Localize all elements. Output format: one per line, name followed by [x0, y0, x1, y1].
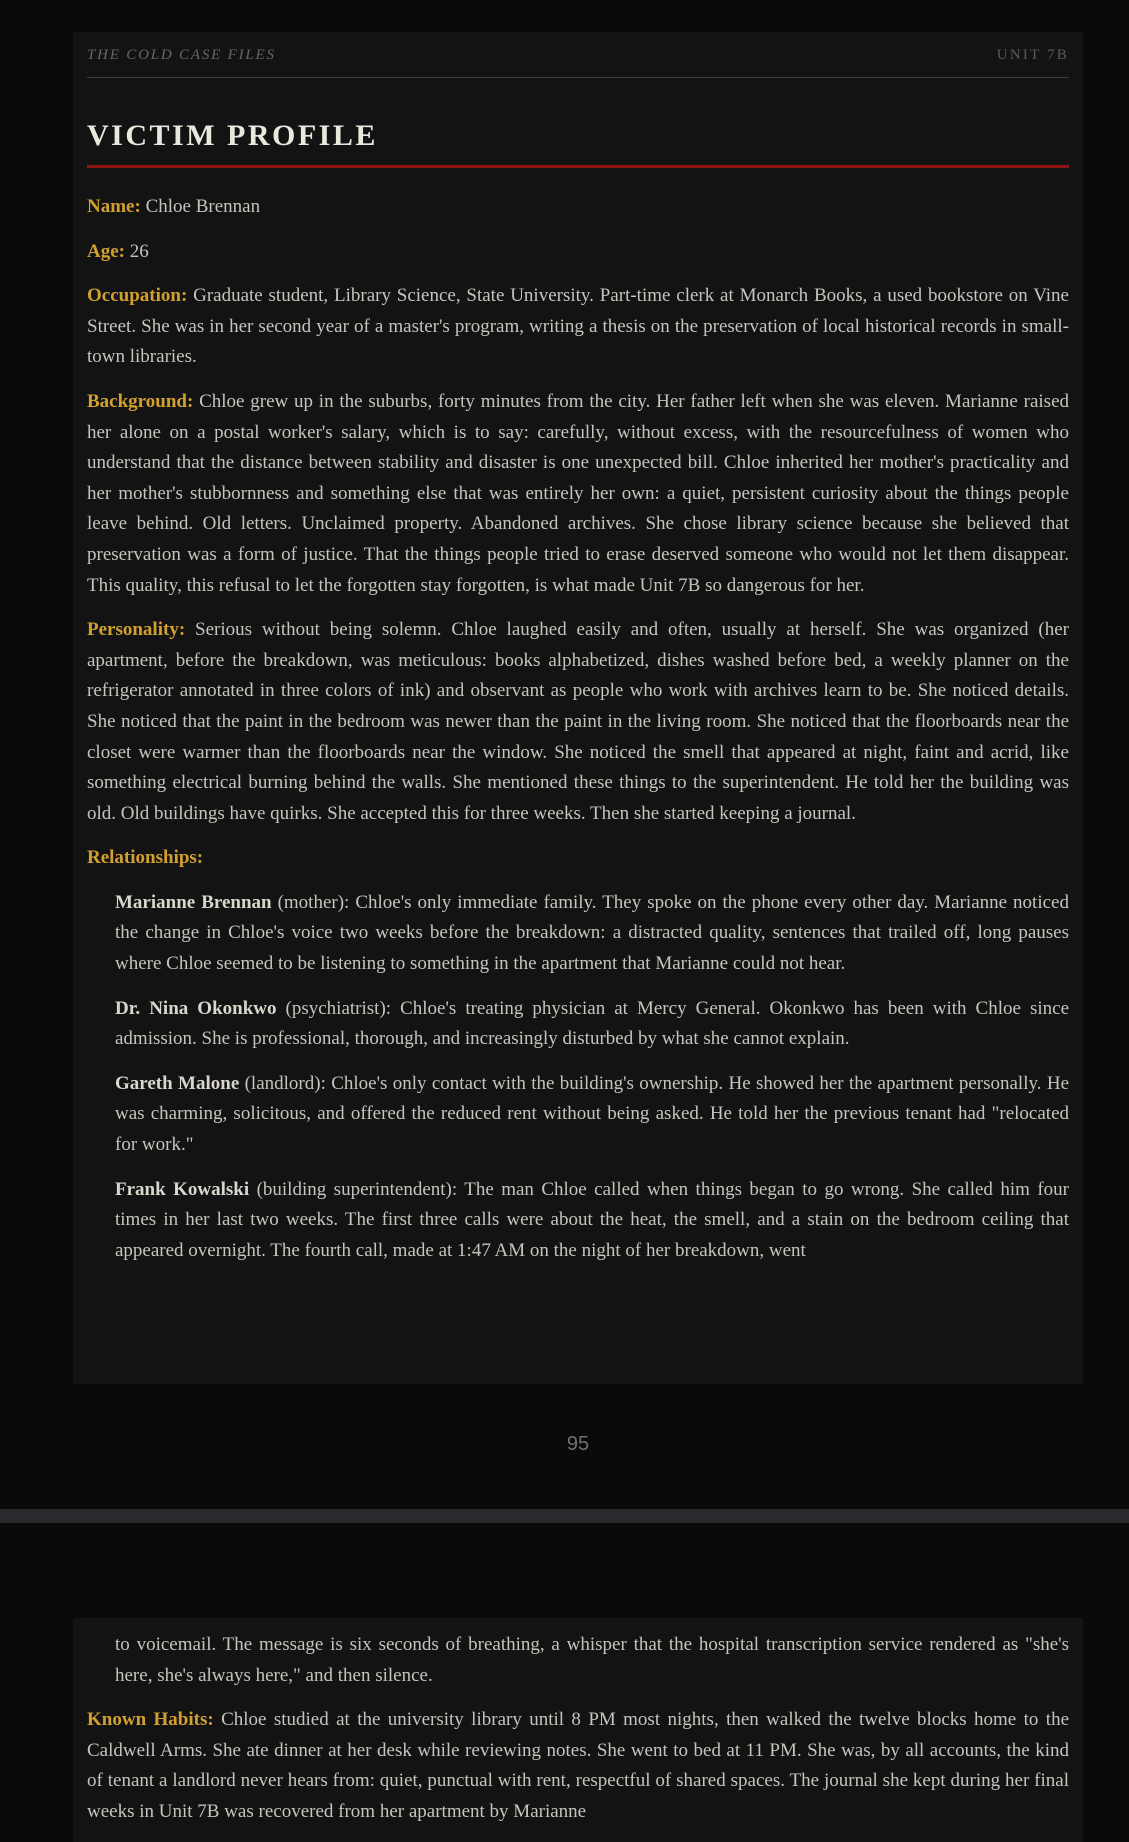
field-text: Graduate student, Library Science, State University. Part-time clerk at Monarch Books, a used bookstore on Vine Street. She was in her second year of a master's program, writing a thesis on the preservation of local historical records in small-town libraries.: [87, 285, 1069, 368]
page-number: 95: [566, 1433, 590, 1455]
relationship-entry-gareth-malone: [115, 1069, 1069, 1161]
relationship-entry-nina-okonkwo: [115, 994, 1069, 1055]
field-known-habits: [87, 1705, 1069, 1827]
case-file-page-2: [73, 1618, 1083, 1842]
relationship-entry-marianne-brennan: [115, 888, 1069, 980]
person-name: Marianne Brennan: [115, 891, 272, 913]
relationships-heading: [87, 843, 1069, 874]
field-text: Chloe studied at the university library until 8 PM most nights, then walked the twelve blocks home to the Caldwell Arms. She ate dinner at her desk while reviewing notes. She went to bed at 11 PM. She was, by all accounts, the kind of tenant a landlord never hears from: quiet, punctual with rent, respectful of shared spaces. The journal she kept during her final weeks in Unit 7B was recovered from her apartment by Marianne: [87, 1709, 1069, 1822]
field-name: [87, 192, 1069, 223]
field-label: Occupation:: [87, 285, 188, 307]
page-title: VICTIM PROFILE: [87, 119, 378, 152]
relationship-text: (building superintendent): The man Chloe called when things began to go wrong. She called him four times in her last two weeks. The first three calls were about the heat, the smell, and a stain on the bedroom ceiling that appeared overnight. The fourth call, made at 1:47 AM on the night of her breakdown, went: [115, 1178, 1069, 1261]
field-occupation: [87, 281, 1069, 373]
field-personality: [87, 615, 1069, 829]
relationship-text: (psychiatrist): Chloe's treating physician at Mercy General. Okonkwo has been with Chloe since admission. She is professional, thorough, and increasingly disturbed by what she cannot explain.: [115, 997, 1069, 1050]
header-series-title: THE COLD CASE FILES: [87, 47, 276, 63]
person-name: Frank Kowalski: [115, 1178, 250, 1200]
title-underline-rule: [87, 165, 1069, 168]
field-background: [87, 387, 1069, 601]
field-text: Chloe grew up in the suburbs, forty minutes from the city. Her father left when she was eleven. Marianne raised her alone on a postal worker's salary, which is to say: carefully, without excess, with the resourcefulness of women who understand that the distance between stability and disaster is one unexpected bill. Chloe inherited her mother's practicality and her mother's stubbornness and something else that was entirely her own: a quiet, persistent curiosity about the things people leave behind. Old letters. Unclaimed property. Abandoned archives. She chose library science because she believed that preservation was a form of justice. That the things people tried to erase deserved someone who would not let them disappear. This quality, this refusal to let the forgotten stay forgotten, is what made Unit 7B so dangerous for her.: [87, 390, 1069, 596]
field-text: 26: [124, 240, 149, 262]
person-name: Gareth Malone: [115, 1072, 240, 1094]
relationship-text: (landlord): Chloe's only contact with the building's ownership. He showed her the apartment personally. He was charming, solicitous, and offered the reduced rent without being asked. He told her the previous tenant had "relocated for work.": [115, 1072, 1069, 1156]
document-header: [87, 32, 1069, 78]
relationship-continuation-paragraph: to voicemail. The message is six seconds of breathing, a whisper that the hospital transcription service rendered as "she's here, she's always here," and then silence.: [115, 1634, 1069, 1686]
field-label: Age:: [87, 240, 125, 262]
field-label: Personality:: [87, 619, 186, 641]
field-text: Serious without being solemn. Chloe laughed easily and often, usually at herself. She was organized (her apartment, before the breakdown, was meticulous: books alphabetized, dishes washed before bed, a weekly planner on the refrigerator annotated in three colors of ink) and observant as people who work with archives learn to be. She noticed details. She noticed that the paint in the bedroom was newer than the paint in the living room. She noticed that the floorboards near the closet were warmer than the floorboards near the window. She noticed the smell that appeared at night, faint and acrid, like something electrical burning behind the walls. She mentioned these things to the superintendent. He told her the building was old. Old buildings have quirks. She accepted this for three weeks. Then she started keeping a journal.: [87, 619, 1069, 824]
field-text: Chloe Brennan: [140, 196, 261, 217]
field-label: Background:: [87, 390, 194, 412]
case-file-page-1: [73, 32, 1083, 1384]
relationship-entry-frank-kowalski: [115, 1175, 1069, 1267]
field-label: Relationships:: [87, 847, 204, 869]
header-unit-label: UNIT 7B: [996, 47, 1069, 63]
field-label: Known Habits:: [87, 1709, 214, 1731]
field-age: [87, 237, 1069, 268]
relationship-text: (mother): Chloe's only immediate family. They spoke on the phone every other day. Marianne noticed the change in Chloe's voice two weeks before the breakdown: a distracted quality, sentences that trailed off, long pauses where Chloe seemed to be listening to something in the apartment that Marianne could not hear.: [115, 891, 1069, 975]
field-label: Name:: [87, 196, 141, 217]
person-name: Dr. Nina Okonkwo: [115, 997, 277, 1019]
page-break-band: [0, 1509, 1129, 1523]
